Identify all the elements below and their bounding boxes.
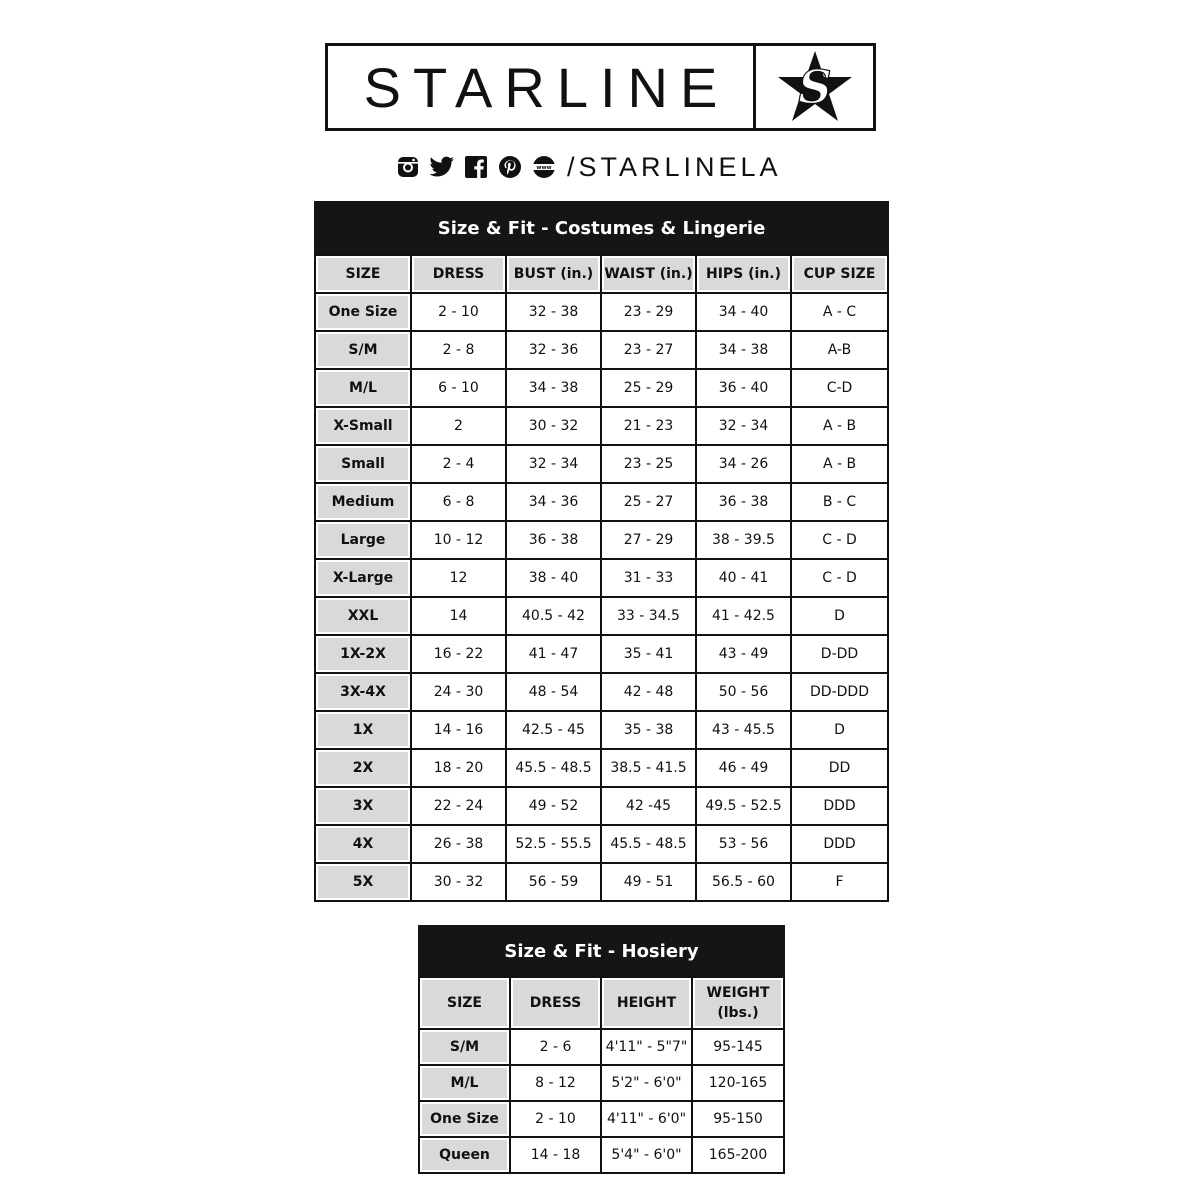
table-cell: 14 - 18 <box>510 1137 601 1173</box>
table-cell: 41 - 47 <box>506 635 601 673</box>
table-cell: C - D <box>791 559 888 597</box>
table-cell: 38 - 40 <box>506 559 601 597</box>
table-cell: 14 <box>411 597 506 635</box>
table-cell: 165-200 <box>692 1137 784 1173</box>
size-label-cell: 2X <box>315 749 411 787</box>
www-label: www <box>536 165 552 171</box>
column-header: SIZE <box>315 255 411 293</box>
table-cell: 49 - 52 <box>506 787 601 825</box>
table-cell: 23 - 27 <box>601 331 696 369</box>
table-cell: 4'11" - 6'0" <box>601 1101 692 1137</box>
table-cell: 5'2" - 6'0" <box>601 1065 692 1101</box>
brand-logo <box>325 43 876 131</box>
table-cell: 50 - 56 <box>696 673 791 711</box>
size-label-cell: X-Large <box>315 559 411 597</box>
table-cell: 2 <box>411 407 506 445</box>
table-row <box>315 597 888 635</box>
size-label-cell: Small <box>315 445 411 483</box>
table-cell: 25 - 29 <box>601 369 696 407</box>
table-cell: 2 - 8 <box>411 331 506 369</box>
table-cell: C-D <box>791 369 888 407</box>
size-label-cell: Medium <box>315 483 411 521</box>
costumes-header-row <box>315 255 888 293</box>
table-cell: 36 - 38 <box>506 521 601 559</box>
size-label-cell: S/M <box>315 331 411 369</box>
table-cell: D <box>791 597 888 635</box>
table-row <box>419 1101 784 1137</box>
table-row <box>315 445 888 483</box>
table-cell: 18 - 20 <box>411 749 506 787</box>
table-cell: 34 - 38 <box>696 331 791 369</box>
table-cell: 35 - 38 <box>601 711 696 749</box>
table-cell: 32 - 38 <box>506 293 601 331</box>
table-row <box>315 825 888 863</box>
table-cell: 26 - 38 <box>411 825 506 863</box>
size-label-cell: Queen <box>419 1137 510 1173</box>
table-cell: B - C <box>791 483 888 521</box>
table-row <box>315 673 888 711</box>
table-cell: 35 - 41 <box>601 635 696 673</box>
table-cell: 32 - 34 <box>696 407 791 445</box>
table-cell: 10 - 12 <box>411 521 506 559</box>
star-logo-icon <box>756 46 873 128</box>
table-cell: 34 - 26 <box>696 445 791 483</box>
table-cell: 21 - 23 <box>601 407 696 445</box>
column-header: DRESS <box>510 977 601 1029</box>
table-cell: 40.5 - 42 <box>506 597 601 635</box>
table-cell: 49 - 51 <box>601 863 696 901</box>
table-cell: DDD <box>791 787 888 825</box>
table-cell: 8 - 12 <box>510 1065 601 1101</box>
table-row <box>315 369 888 407</box>
social-handle[interactable]: /STARLINELA <box>567 151 782 182</box>
table-cell: 4'11" - 5"7" <box>601 1029 692 1065</box>
table-cell: 33 - 34.5 <box>601 597 696 635</box>
twitter-icon[interactable] <box>429 154 455 180</box>
table-row <box>315 863 888 901</box>
column-header: SIZE <box>419 977 510 1029</box>
column-header: WAIST (in.) <box>601 255 696 293</box>
table-cell: 42.5 - 45 <box>506 711 601 749</box>
table-cell: 53 - 56 <box>696 825 791 863</box>
table-cell: 38.5 - 41.5 <box>601 749 696 787</box>
size-label-cell: XXL <box>315 597 411 635</box>
table-cell: DD <box>791 749 888 787</box>
column-header: HIPS (in.) <box>696 255 791 293</box>
brand-name: STARLINE <box>328 46 756 128</box>
facebook-icon[interactable] <box>463 154 489 180</box>
size-label-cell: 3X <box>315 787 411 825</box>
size-label-cell: Large <box>315 521 411 559</box>
costumes-table-title: Size & Fit - Costumes & Lingerie <box>315 202 888 255</box>
logo-mark-letter: S <box>797 60 832 114</box>
column-header: CUP SIZE <box>791 255 888 293</box>
table-cell: 49.5 - 52.5 <box>696 787 791 825</box>
table-row <box>315 407 888 445</box>
table-cell: 34 - 38 <box>506 369 601 407</box>
www-icon[interactable] <box>531 154 557 180</box>
size-label-cell: M/L <box>315 369 411 407</box>
size-label-cell: S/M <box>419 1029 510 1065</box>
table-cell: 42 - 48 <box>601 673 696 711</box>
size-label-cell: 1X <box>315 711 411 749</box>
size-label-cell: 1X-2X <box>315 635 411 673</box>
costumes-size-table <box>314 201 889 902</box>
table-cell: 36 - 38 <box>696 483 791 521</box>
table-cell: 16 - 22 <box>411 635 506 673</box>
table-row <box>315 749 888 787</box>
size-label-cell: 4X <box>315 825 411 863</box>
table-cell: 95-145 <box>692 1029 784 1065</box>
table-row <box>315 521 888 559</box>
table-row <box>315 635 888 673</box>
table-row <box>315 483 888 521</box>
table-cell: 41 - 42.5 <box>696 597 791 635</box>
table-cell: 120-165 <box>692 1065 784 1101</box>
table-cell: A - C <box>791 293 888 331</box>
hosiery-size-table <box>418 925 785 1174</box>
table-cell: DDD <box>791 825 888 863</box>
table-cell: A - B <box>791 445 888 483</box>
table-cell: F <box>791 863 888 901</box>
column-header: DRESS <box>411 255 506 293</box>
hosiery-header-row <box>419 977 784 1029</box>
table-row <box>315 787 888 825</box>
table-cell: 25 - 27 <box>601 483 696 521</box>
table-cell: 14 - 16 <box>411 711 506 749</box>
table-cell: D <box>791 711 888 749</box>
table-cell: A - B <box>791 407 888 445</box>
table-cell: C - D <box>791 521 888 559</box>
table-cell: 48 - 54 <box>506 673 601 711</box>
table-cell: 32 - 34 <box>506 445 601 483</box>
table-cell: 6 - 10 <box>411 369 506 407</box>
size-label-cell: X-Small <box>315 407 411 445</box>
size-label-cell: 3X-4X <box>315 673 411 711</box>
size-label-cell: One Size <box>419 1101 510 1137</box>
table-row <box>315 293 888 331</box>
table-cell: 36 - 40 <box>696 369 791 407</box>
table-cell: 2 - 10 <box>411 293 506 331</box>
table-cell: 2 - 6 <box>510 1029 601 1065</box>
table-cell: 2 - 4 <box>411 445 506 483</box>
hosiery-table-title: Size & Fit - Hosiery <box>419 926 784 977</box>
instagram-icon[interactable] <box>395 154 421 180</box>
table-cell: 56 - 59 <box>506 863 601 901</box>
table-cell: 2 - 10 <box>510 1101 601 1137</box>
table-cell: 56.5 - 60 <box>696 863 791 901</box>
table-cell: 12 <box>411 559 506 597</box>
table-row <box>419 1065 784 1101</box>
table-cell: 30 - 32 <box>506 407 601 445</box>
table-cell: 31 - 33 <box>601 559 696 597</box>
table-cell: 34 - 36 <box>506 483 601 521</box>
table-cell: 46 - 49 <box>696 749 791 787</box>
table-row <box>315 711 888 749</box>
size-label-cell: 5X <box>315 863 411 901</box>
column-header: WEIGHT (lbs.) <box>692 977 784 1029</box>
table-cell: 40 - 41 <box>696 559 791 597</box>
table-cell: 32 - 36 <box>506 331 601 369</box>
size-label-cell: One Size <box>315 293 411 331</box>
table-cell: 22 - 24 <box>411 787 506 825</box>
table-row <box>315 559 888 597</box>
table-cell: 23 - 25 <box>601 445 696 483</box>
table-cell: 23 - 29 <box>601 293 696 331</box>
table-cell: 38 - 39.5 <box>696 521 791 559</box>
table-row <box>419 1137 784 1173</box>
table-cell: A-B <box>791 331 888 369</box>
table-cell: 45.5 - 48.5 <box>506 749 601 787</box>
table-row <box>315 331 888 369</box>
social-links <box>395 150 782 184</box>
table-cell: D-DD <box>791 635 888 673</box>
table-cell: 43 - 45.5 <box>696 711 791 749</box>
table-cell: 42 -45 <box>601 787 696 825</box>
table-row <box>419 1029 784 1065</box>
table-cell: 24 - 30 <box>411 673 506 711</box>
column-header: HEIGHT <box>601 977 692 1029</box>
table-cell: 34 - 40 <box>696 293 791 331</box>
table-cell: 5'4" - 6'0" <box>601 1137 692 1173</box>
size-label-cell: M/L <box>419 1065 510 1101</box>
table-cell: 52.5 - 55.5 <box>506 825 601 863</box>
table-cell: 95-150 <box>692 1101 784 1137</box>
table-cell: DD-DDD <box>791 673 888 711</box>
table-cell: 30 - 32 <box>411 863 506 901</box>
pinterest-icon[interactable] <box>497 154 523 180</box>
table-cell: 43 - 49 <box>696 635 791 673</box>
table-cell: 27 - 29 <box>601 521 696 559</box>
table-cell: 45.5 - 48.5 <box>601 825 696 863</box>
table-cell: 6 - 8 <box>411 483 506 521</box>
column-header: BUST (in.) <box>506 255 601 293</box>
